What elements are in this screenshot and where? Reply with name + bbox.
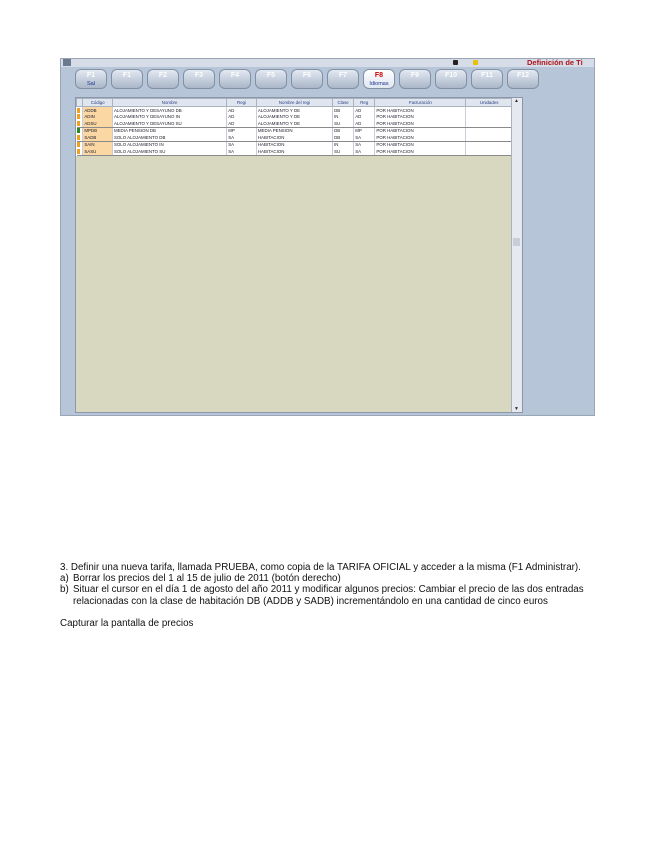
rates-table [76,98,513,156]
function-key-label: F2 [158,72,168,79]
function-key-label: F7 [338,72,348,79]
table-cell[interactable]: SA [354,134,375,141]
function-key-label: F9 [410,72,420,79]
table-cell[interactable] [466,141,513,148]
table-cell[interactable]: DB [333,127,354,134]
function-key-f7[interactable] [327,69,359,89]
list-item-text: Situar el cursor en el día 1 de agosto del año 2011 y modificar algunos precios: Cambiar el precio de las dos entradas relacionadas con la clase de habitación DB (ADDB y SADB) incrementándolo en una cantidad de cinco euros [73,584,584,607]
function-key-f1[interactable] [75,69,107,89]
table-cell[interactable]: POR HABITACION [375,114,466,121]
column-header[interactable]: Reg [354,99,375,107]
scroll-up-icon[interactable]: ▲ [514,98,519,104]
table-cell[interactable]: SOLO ALOJAMIENTO SU [112,148,226,155]
row-marker-icon [77,114,80,119]
table-cell[interactable]: SU [333,148,354,155]
table-cell[interactable]: IN [333,114,354,121]
table-cell[interactable]: MEDIA PENSION DB [112,127,226,134]
table-cell[interactable]: ALOJAMIENTO Y DESAYUNO DB [112,107,226,114]
table-cell[interactable]: SAIN [83,141,113,148]
table-row[interactable] [77,127,513,134]
table-cell[interactable]: SASU [83,148,113,155]
table-cell[interactable] [466,120,513,127]
table-row[interactable] [77,120,513,127]
table-cell[interactable]: ALOJAMIENTO Y DE [256,107,332,114]
table-cell[interactable]: SA [227,134,257,141]
table-cell[interactable]: AD [227,114,257,121]
function-key-f2[interactable] [147,69,179,89]
scroll-down-icon[interactable]: ▼ [514,406,519,412]
app-icon [63,59,71,66]
table-cell[interactable]: SA [354,148,375,155]
table-cell[interactable]: AD [227,120,257,127]
table-cell[interactable]: SOLO ALOJAMIENTO IN [112,141,226,148]
table-cell[interactable]: POR HABITACION [375,148,466,155]
function-key-label: F12 [516,72,530,79]
function-key-label: F10 [444,72,458,79]
function-key-label: F5 [266,72,276,79]
table-cell[interactable]: IN [333,141,354,148]
table-cell[interactable]: ADIN [83,114,113,121]
list-item-label: a) [60,573,69,585]
table-cell[interactable]: AD [354,114,375,121]
table-row[interactable] [77,134,513,141]
table-cell[interactable]: AD [354,107,375,114]
table-cell[interactable]: SA [354,141,375,148]
function-key-f4[interactable] [219,69,251,89]
table-cell[interactable]: SOLO ALOJAMIENTO DB [112,134,226,141]
function-key-label: F1 [86,72,96,79]
table-cell[interactable]: SADB [83,134,113,141]
screenshot-figure [60,58,595,416]
toolbar-icon [473,60,478,65]
table-cell[interactable]: ALOJAMIENTO Y DE [256,114,332,121]
function-key-f10[interactable] [435,69,467,89]
table-cell[interactable] [466,107,513,114]
table-cell[interactable]: SA [227,148,257,155]
table-cell[interactable]: DB [333,134,354,141]
table-cell[interactable]: ALOJAMIENTO Y DESAYUNO IN [112,114,226,121]
table-cell[interactable]: MEDIA PENSION [256,127,332,134]
table-cell[interactable]: POR HABITACION [375,127,466,134]
toolbar-icon [453,60,458,65]
function-key-sublabel: Idiomas [369,81,389,87]
table-cell[interactable]: ALOJAMIENTO Y DESAYUNO SU [112,120,226,127]
table-cell[interactable]: MP [354,127,375,134]
function-key-label: F11 [481,72,493,79]
table-row[interactable] [77,107,513,114]
function-key-label: F6 [302,72,312,79]
list-item [60,584,600,606]
column-header[interactable]: Regi [227,99,257,107]
function-key-f6[interactable] [291,69,323,89]
column-header[interactable]: Clase [333,99,354,107]
table-cell[interactable]: MP [227,127,257,134]
vertical-scrollbar[interactable] [511,98,522,412]
table-cell[interactable]: ALOJAMIENTO Y DE [256,120,332,127]
row-marker-icon [77,149,80,154]
rates-panel [75,97,523,413]
table-header [77,99,513,107]
current-row-check-icon [77,128,80,133]
row-marker-icon [77,108,80,113]
column-header[interactable]: Unidades [466,99,513,107]
table-cell[interactable] [466,148,513,155]
table-cell[interactable]: ADSU [83,120,113,127]
table-cell[interactable]: AD [354,120,375,127]
row-marker-icon [77,121,80,126]
function-key-label: F8 [374,72,384,79]
function-key-f3[interactable] [183,69,215,89]
table-cell[interactable] [466,127,513,134]
table-cell[interactable]: POR HABITACION [375,141,466,148]
column-header[interactable]: Nombre del regi [256,99,332,107]
exercise-intro: 3. Definir una nueva tarifa, llamada PRUEBA, como copia de la TARIFA OFICIAL y acceder a la misma (F1 Administrar). [60,562,581,573]
column-header[interactable]: Facturación [375,99,466,107]
function-key-f9[interactable] [399,69,431,89]
table-cell[interactable]: SA [227,141,257,148]
function-key-bar [75,69,530,91]
function-key-label: F3 [194,72,204,79]
row-marker-icon [77,142,80,147]
table-row[interactable] [77,141,513,148]
function-key-f5[interactable] [255,69,287,89]
function-key-f11[interactable] [471,69,503,89]
list-item-text: Borrar los precios del 1 al 15 de julio de 2011 (botón derecho) [73,573,341,585]
row-marker-icon [77,135,80,140]
table-cell[interactable]: HABITACION [256,148,332,155]
function-key-label: F4 [230,72,240,79]
list-item [60,573,600,584]
window-title-bar [61,59,594,67]
list-item-label: b) [60,584,69,596]
table-cell[interactable]: SU [333,120,354,127]
table-cell[interactable]: MPDB [83,127,113,134]
table-cell[interactable]: HABITACION [256,141,332,148]
table-cell[interactable]: AD [227,107,257,114]
window-title: Definición de Ti [527,58,583,67]
function-key-label: F1 [122,72,132,79]
column-header[interactable]: Nombre [112,99,226,107]
table-cell[interactable] [466,134,513,141]
table-cell[interactable]: POR HABITACION [375,107,466,114]
function-key-f12[interactable] [507,69,539,89]
table-cell[interactable]: ADDB [83,107,113,114]
instructions [60,562,600,629]
table-row[interactable] [77,148,513,155]
table-cell[interactable]: HABITACION [256,134,332,141]
caption: Capturar la pantalla de precios [60,617,194,629]
column-header[interactable]: Código [83,99,113,107]
table-cell[interactable]: DB [333,107,354,114]
function-key-sublabel: Sal [87,81,95,87]
function-key-f1[interactable] [111,69,143,89]
scroll-thumb[interactable] [513,238,520,246]
table-cell[interactable]: POR HABITACION [375,134,466,141]
function-key-f8[interactable] [363,69,395,89]
table-cell[interactable]: POR HABITACION [375,120,466,127]
